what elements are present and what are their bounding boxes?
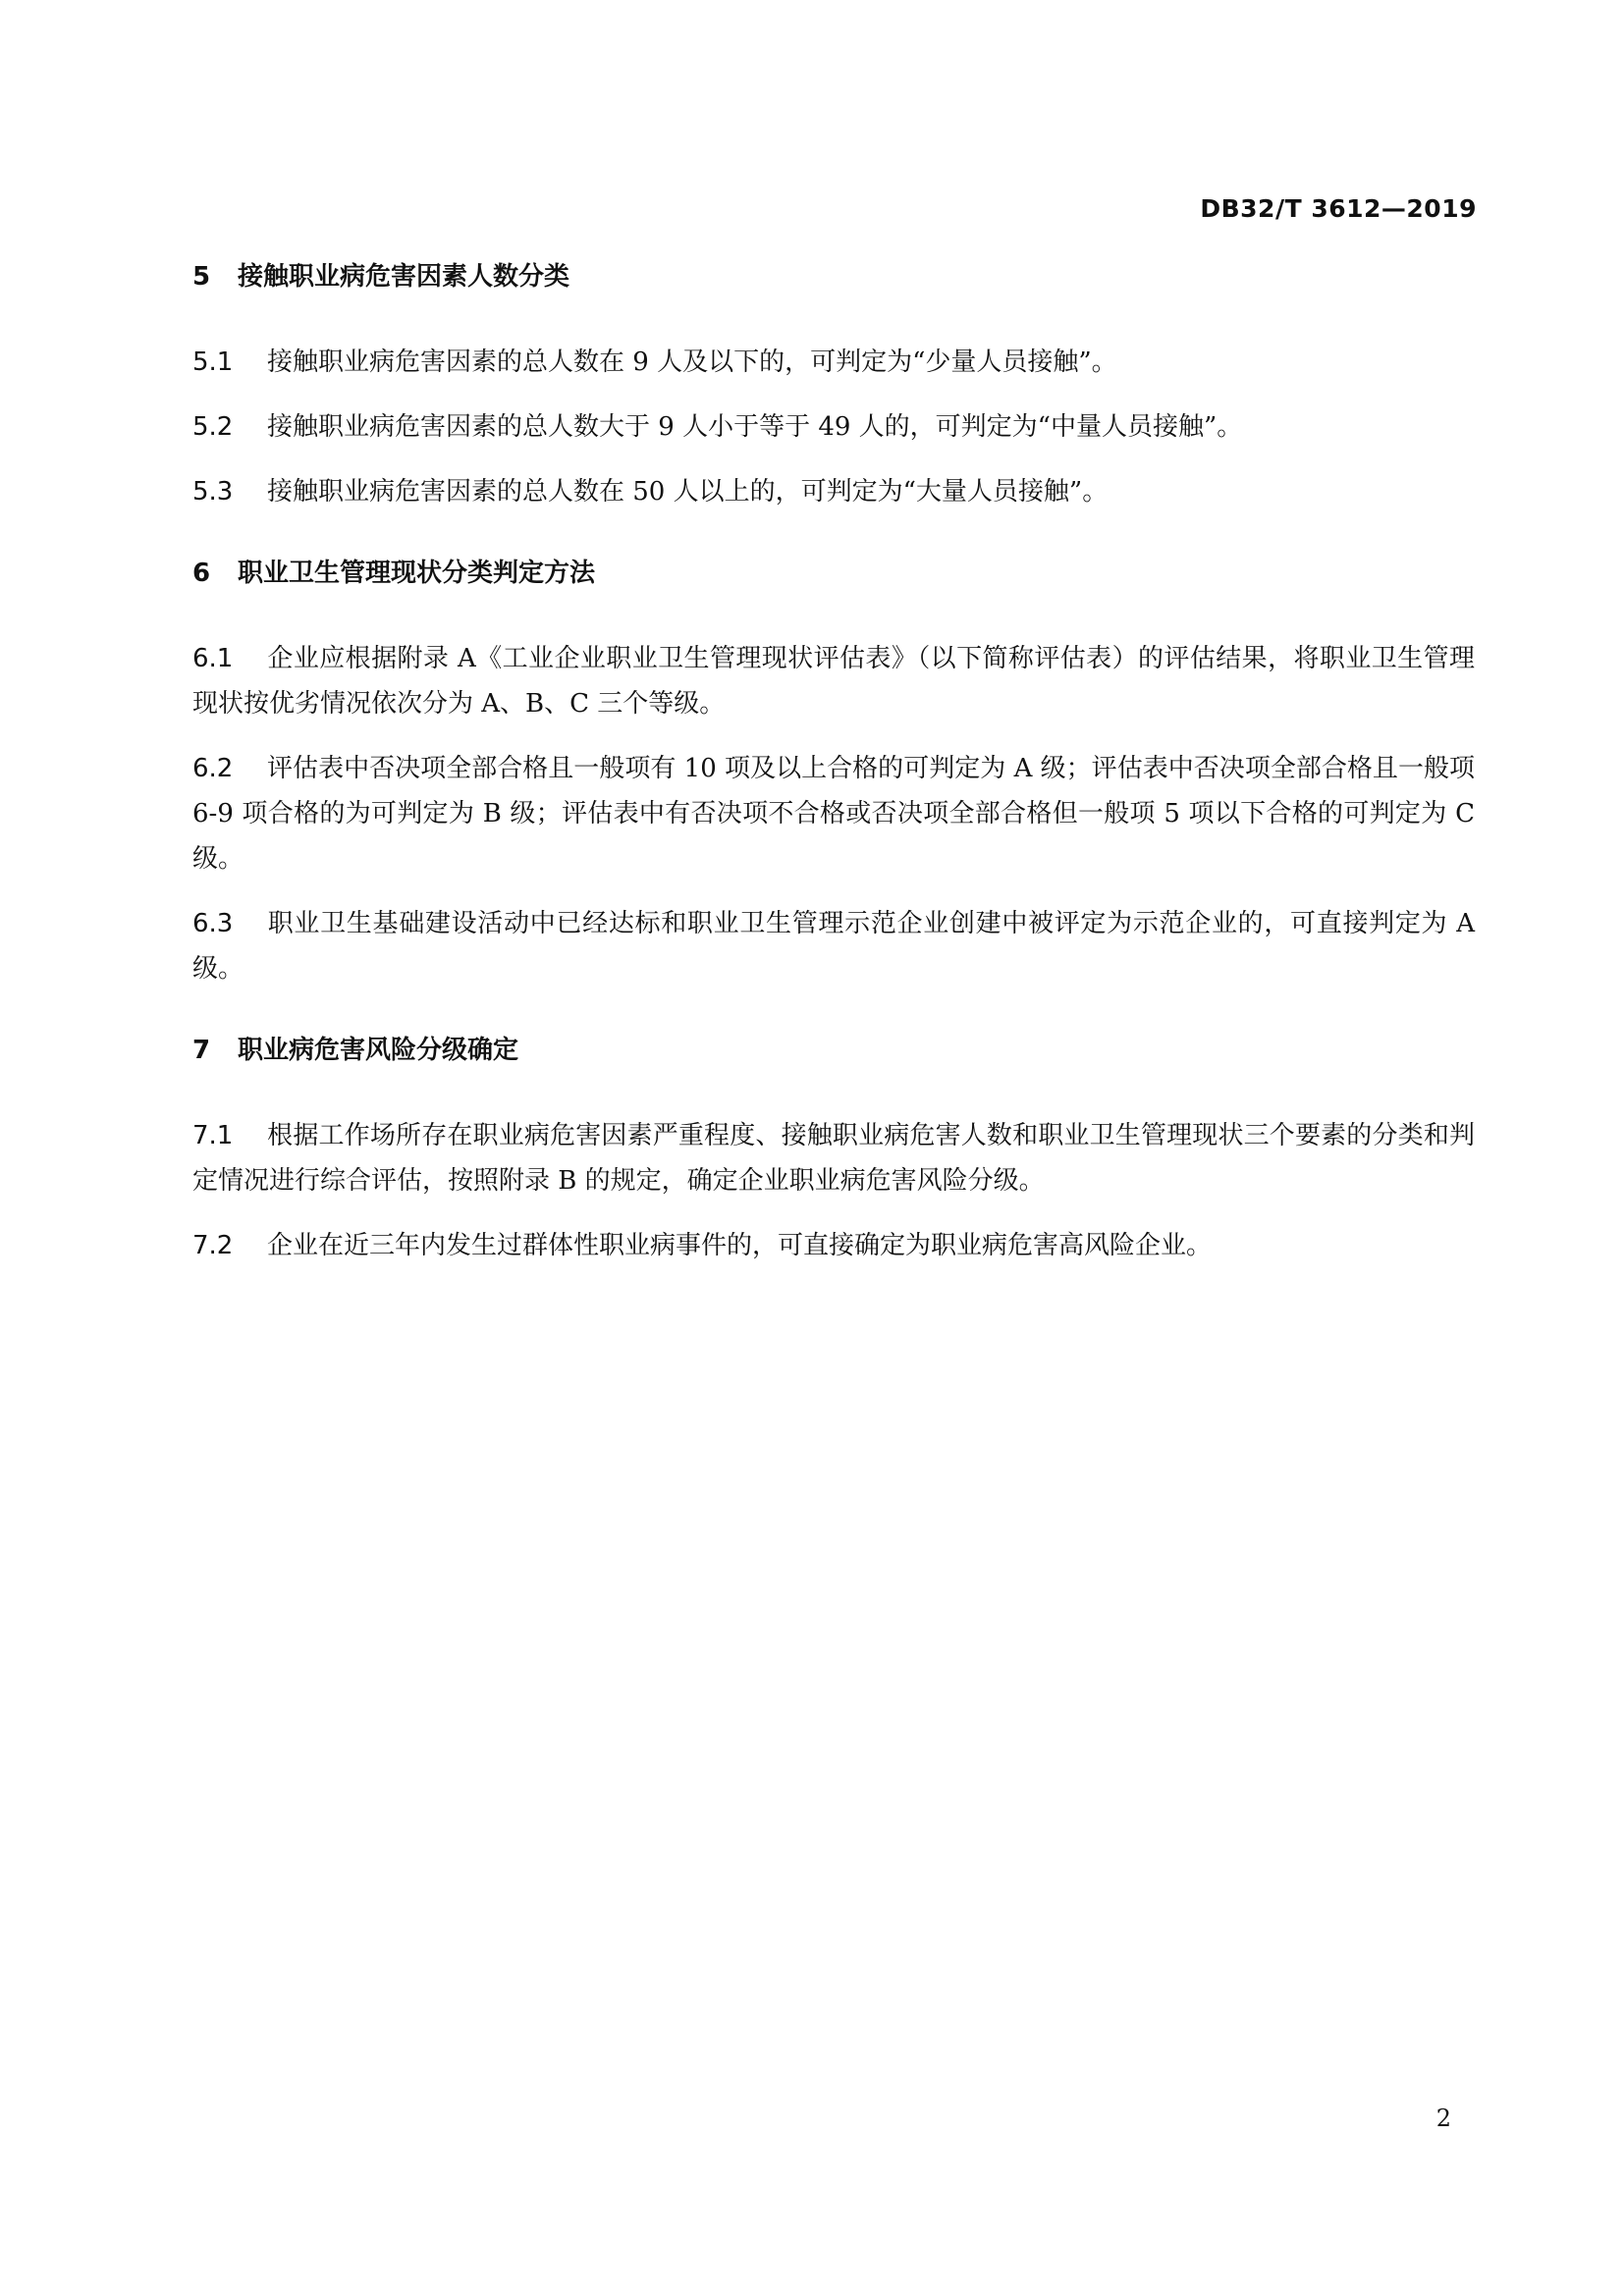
section-number: 7: [192, 1036, 211, 1065]
clause-5-2: [192, 404, 1475, 450]
clause-text: 职业卫生基础建设活动中已经达标和职业卫生管理示范企业创建中被评定为示范企业的，可直接判定为 A 级。: [192, 909, 1475, 984]
clause-number: 5.2: [192, 412, 234, 442]
section-title: 接触职业病危害因素人数分类: [238, 262, 570, 292]
clause-text: 接触职业病危害因素的总人数大于 9 人小于等于 49 人的，可判定为“中量人员接触”。: [267, 412, 1243, 442]
page-number: 2: [1435, 2105, 1451, 2132]
section-number: 5: [192, 262, 211, 292]
section-heading-6: [192, 554, 1475, 593]
section-title: 职业卫生管理现状分类判定方法: [238, 559, 596, 588]
standard-code: DB32/T 3612—2019: [1200, 194, 1477, 223]
clause-number: 7.1: [192, 1121, 234, 1150]
section-title: 职业病危害风险分级确定: [238, 1036, 519, 1065]
clause-number: 7.2: [192, 1231, 234, 1260]
clause-number: 6.1: [192, 644, 234, 673]
clause-number: 5.3: [192, 477, 234, 507]
clause-7-2: [192, 1223, 1475, 1268]
clause-text: 企业应根据附录 A《工业企业职业卫生管理现状评估表》（以下简称评估表）的评估结果，将职业卫生管理现状按优劣情况依次分为 A、B、C 三个等级。: [192, 644, 1475, 719]
clause-text: 企业在近三年内发生过群体性职业病事件的，可直接确定为职业病危害高风险企业。: [267, 1231, 1213, 1260]
section-heading-7: [192, 1031, 1475, 1070]
clause-5-1: [192, 340, 1475, 385]
clause-number: 6.2: [192, 754, 234, 783]
clause-text: 接触职业病危害因素的总人数在 9 人及以下的，可判定为“少量人员接触”。: [267, 347, 1117, 377]
clause-text: 评估表中否决项全部合格且一般项有 10 项及以上合格的可判定为 A 级；评估表中否决项全部合格且一般项 6-9 项合格的为可判定为 B 级；评估表中有否决项不合格或否决项全部合格但一般项 5 项以下合格的可判定为 C 级。: [192, 754, 1475, 874]
clause-text: 根据工作场所存在职业病危害因素严重程度、接触职业病危害人数和职业卫生管理现状三个要素的分类和判定情况进行综合评估，按照附录 B 的规定，确定企业职业病危害风险分级。: [192, 1121, 1475, 1196]
clause-number: 5.1: [192, 347, 234, 377]
clause-7-1: [192, 1113, 1475, 1203]
clause-6-2: [192, 746, 1475, 881]
clause-5-3: [192, 469, 1475, 514]
clause-6-3: [192, 901, 1475, 991]
section-heading-5: [192, 257, 1475, 296]
clause-text: 接触职业病危害因素的总人数在 50 人以上的，可判定为“大量人员接触”。: [267, 477, 1109, 507]
clause-number: 6.3: [192, 909, 234, 938]
section-number: 6: [192, 559, 211, 588]
document-body: [192, 257, 1475, 1268]
clause-6-1: [192, 636, 1475, 726]
